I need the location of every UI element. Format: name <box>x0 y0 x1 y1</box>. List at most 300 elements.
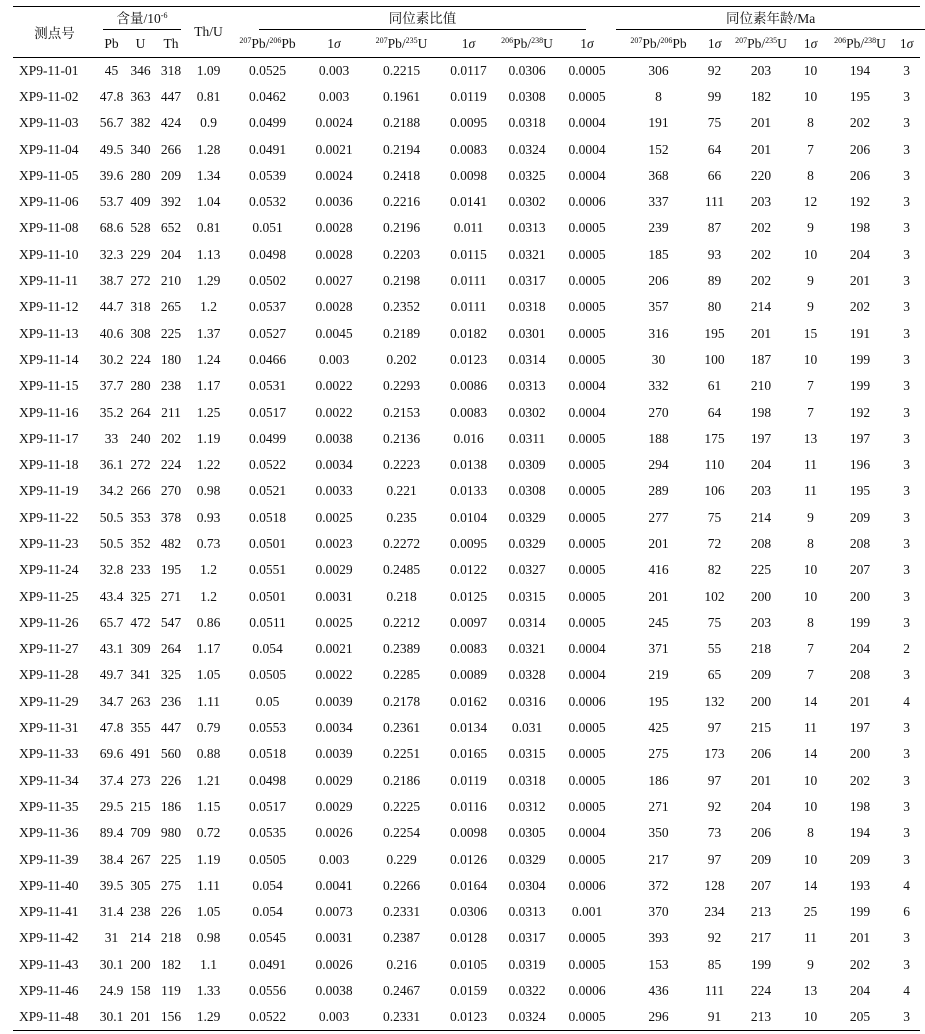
cell-r76: 0.0531 <box>248 378 287 394</box>
cell-r76-sigma: 0.0039 <box>315 746 353 762</box>
cell-r76: 0.05 <box>255 693 280 709</box>
cell-a76: 217 <box>648 851 669 867</box>
cell-r76-sigma: 0.003 <box>318 1009 350 1025</box>
cell-r75-sigma: 0.0097 <box>449 614 488 630</box>
header-pb: Pb <box>104 35 119 51</box>
cell-r76: 0.0491 <box>248 141 287 157</box>
cell-r68-sigma: 0.0005 <box>568 588 606 604</box>
cell-r75: 0.2387 <box>382 930 421 946</box>
header-th-u: Th/U <box>194 24 223 39</box>
cell-spot: XP9-11-43 <box>19 956 79 972</box>
cell-th-u: 1.11 <box>196 693 221 709</box>
cell-pb: 32.8 <box>99 562 124 578</box>
cell-a76-sigma: 195 <box>704 325 725 341</box>
cell-r68: 0.0321 <box>508 641 546 657</box>
cell-a76: 153 <box>648 956 669 972</box>
table-row <box>13 820 920 846</box>
cell-th-u: 1.05 <box>196 904 221 920</box>
cell-a76-sigma: 64 <box>707 141 722 157</box>
header-age-label: 同位素年龄/Ma <box>616 7 925 30</box>
cell-th: 226 <box>160 772 182 788</box>
cell-r68: 0.0327 <box>508 562 546 578</box>
cell-r75-sigma: 0.0095 <box>449 535 488 551</box>
table-row <box>13 478 920 504</box>
cell-r75: 0.2293 <box>382 378 421 394</box>
cell-th-u: 0.73 <box>196 535 221 551</box>
cell-a68: 204 <box>849 246 871 262</box>
cell-r68-sigma: 0.0005 <box>568 535 606 551</box>
cell-a75-sigma: 10 <box>803 562 818 578</box>
cell-a75-sigma: 8 <box>807 167 814 183</box>
cell-th: 265 <box>160 299 182 315</box>
cell-r68: 0.0313 <box>508 904 546 920</box>
cell-r68: 0.0312 <box>508 798 546 814</box>
cell-r75: 0.218 <box>386 588 417 604</box>
cell-r75-sigma: 0.0125 <box>449 588 488 604</box>
cell-r68-sigma: 0.0004 <box>568 115 606 131</box>
cell-th: 186 <box>160 798 182 814</box>
cell-r68-sigma: 0.001 <box>571 904 603 920</box>
cell-u: 309 <box>130 641 151 657</box>
cell-r68-sigma: 0.0006 <box>568 693 606 709</box>
cell-th-u: 1.04 <box>196 194 221 210</box>
cell-th-u: 0.98 <box>196 930 221 946</box>
cell-spot: XP9-11-25 <box>19 588 79 604</box>
cell-r76-sigma: 0.0045 <box>315 325 353 341</box>
cell-a75-sigma: 10 <box>803 588 818 604</box>
cell-a75: 201 <box>750 772 772 788</box>
cell-u: 709 <box>130 825 151 841</box>
cell-a76-sigma: 66 <box>707 167 722 183</box>
cell-th: 264 <box>160 641 182 657</box>
cell-th-u: 1.25 <box>196 404 221 420</box>
cell-a75-sigma: 9 <box>807 956 814 972</box>
cell-a75-sigma: 10 <box>803 246 818 262</box>
cell-pb: 33 <box>104 430 119 446</box>
cell-a76-sigma: 82 <box>707 562 722 578</box>
cell-a68-sigma: 3 <box>903 141 910 157</box>
cell-r76-sigma: 0.003 <box>318 88 350 104</box>
cell-a68-sigma: 3 <box>903 1009 910 1025</box>
cell-r75-sigma: 0.0116 <box>450 798 487 814</box>
cell-r68: 0.0313 <box>508 378 546 394</box>
cell-a68: 191 <box>849 325 871 341</box>
cell-a68: 200 <box>849 746 871 762</box>
cell-r68: 0.0302 <box>508 404 546 420</box>
cell-a68-sigma: 3 <box>903 772 910 788</box>
cell-pb: 29.5 <box>99 798 124 814</box>
cell-u: 272 <box>130 273 151 289</box>
cell-a76-sigma: 92 <box>707 62 722 78</box>
cell-r75: 0.2251 <box>382 746 421 762</box>
cell-a68: 195 <box>849 88 871 104</box>
cell-a75: 201 <box>750 325 772 341</box>
cell-r68-sigma: 0.0005 <box>568 325 606 341</box>
cell-pb: 50.5 <box>99 535 124 551</box>
cell-a76: 425 <box>648 720 669 736</box>
cell-r75: 0.2418 <box>382 167 421 183</box>
table-row <box>13 610 920 636</box>
cell-spot: XP9-11-19 <box>19 483 79 499</box>
cell-a68: 208 <box>849 667 871 683</box>
cell-r68: 0.0319 <box>508 956 546 972</box>
cell-a75: 197 <box>750 430 772 446</box>
cell-r75-sigma: 0.0128 <box>449 930 488 946</box>
cell-pb: 31 <box>104 930 119 946</box>
cell-r76-sigma: 0.0028 <box>315 246 353 262</box>
cell-r68-sigma: 0.0005 <box>568 351 606 367</box>
cell-a68-sigma: 6 <box>903 904 910 920</box>
cell-pb: 65.7 <box>99 614 124 630</box>
table-row <box>13 794 920 820</box>
cell-r68-sigma: 0.0005 <box>568 457 606 473</box>
cell-th-u: 1.13 <box>196 246 221 262</box>
cell-th: 119 <box>161 983 181 999</box>
cell-r68-sigma: 0.0005 <box>568 720 606 736</box>
cell-r75: 0.2361 <box>382 720 421 736</box>
header-ratio-207-235: $^{207}$Pb/$^{235}$U <box>375 35 428 51</box>
cell-a68: 195 <box>849 483 871 499</box>
cell-r76: 0.0521 <box>248 483 287 499</box>
cell-spot: XP9-11-41 <box>19 904 79 920</box>
header-age-207-206: $^{207}$Pb/$^{206}$Pb <box>630 35 687 51</box>
cell-r76: 0.0511 <box>249 614 286 630</box>
cell-r75: 0.2467 <box>382 983 421 999</box>
cell-r76: 0.0491 <box>248 956 287 972</box>
cell-a75: 203 <box>750 614 772 630</box>
cell-r76: 0.0545 <box>248 930 287 946</box>
cell-th: 156 <box>160 1009 182 1025</box>
cell-th-u: 1.28 <box>196 141 221 157</box>
cell-r68: 0.0308 <box>508 483 546 499</box>
cell-u: 263 <box>130 693 151 709</box>
cell-r76-sigma: 0.0026 <box>315 825 353 841</box>
cell-r75-sigma: 0.0138 <box>449 457 488 473</box>
cell-th: 325 <box>160 667 182 683</box>
cell-u: 346 <box>130 62 151 78</box>
cell-u: 200 <box>130 956 151 972</box>
cell-spot: XP9-11-01 <box>19 62 79 78</box>
cell-pb: 38.7 <box>99 273 124 289</box>
cell-r75: 0.2331 <box>382 904 421 920</box>
cell-a76: 277 <box>648 509 669 525</box>
cell-r68: 0.0324 <box>508 1009 546 1025</box>
table-row <box>13 952 920 978</box>
cell-a76: 332 <box>648 378 669 394</box>
cell-r68-sigma: 0.0004 <box>568 825 606 841</box>
table-row <box>13 110 920 136</box>
cell-r68: 0.0329 <box>508 851 546 867</box>
cell-pb: 24.9 <box>99 983 124 999</box>
cell-r75: 0.2136 <box>382 430 421 446</box>
table-row <box>13 662 920 688</box>
cell-r68: 0.0308 <box>508 88 546 104</box>
cell-r68-sigma: 0.0005 <box>568 62 606 78</box>
cell-r75-sigma: 0.0122 <box>449 562 488 578</box>
cell-r75-sigma: 0.0162 <box>449 693 488 709</box>
cell-u: 273 <box>130 772 151 788</box>
cell-a76: 294 <box>648 457 669 473</box>
cell-r68: 0.0318 <box>508 772 546 788</box>
cell-pb: 37.7 <box>99 378 124 394</box>
table-row <box>13 768 920 794</box>
cell-th: 266 <box>160 141 182 157</box>
table-row <box>13 84 920 110</box>
cell-pb: 39.5 <box>99 877 124 893</box>
table-row <box>13 873 920 899</box>
cell-a75-sigma: 13 <box>803 983 818 999</box>
cell-r76-sigma: 0.003 <box>318 62 350 78</box>
cell-a76-sigma: 173 <box>704 746 725 762</box>
cell-a68-sigma: 3 <box>903 535 910 551</box>
cell-th: 225 <box>160 325 182 341</box>
cell-a75: 213 <box>750 904 772 920</box>
cell-a76: 201 <box>648 588 669 604</box>
cell-a76-sigma: 97 <box>707 720 722 736</box>
cell-a75-sigma: 7 <box>807 404 814 420</box>
header-age-207-206-sigma: 1σ <box>707 35 722 51</box>
cell-a75: 204 <box>750 457 772 473</box>
cell-th: 202 <box>160 430 182 446</box>
cell-a75-sigma: 14 <box>803 693 818 709</box>
cell-r75-sigma: 0.0086 <box>449 378 488 394</box>
cell-a75-sigma: 9 <box>807 220 814 236</box>
cell-pb: 44.7 <box>99 299 124 315</box>
cell-pb: 45 <box>104 62 119 78</box>
cell-r76: 0.0518 <box>248 509 287 525</box>
cell-u: 491 <box>130 746 151 762</box>
cell-u: 472 <box>130 614 151 630</box>
cell-spot: XP9-11-11 <box>19 273 78 289</box>
cell-a75: 215 <box>750 720 772 736</box>
cell-r76-sigma: 0.003 <box>318 851 350 867</box>
cell-r68: 0.0313 <box>508 220 546 236</box>
cell-r68-sigma: 0.0006 <box>568 194 606 210</box>
cell-spot: XP9-11-08 <box>19 220 79 236</box>
cell-r75-sigma: 0.0111 <box>450 299 487 315</box>
table-row <box>13 294 920 320</box>
cell-r75-sigma: 0.0119 <box>450 772 487 788</box>
cell-r76-sigma: 0.0023 <box>315 535 353 551</box>
cell-u: 340 <box>130 141 151 157</box>
cell-a68: 202 <box>849 299 871 315</box>
cell-a76: 185 <box>648 246 669 262</box>
cell-r75-sigma: 0.0104 <box>449 509 488 525</box>
cell-r76-sigma: 0.0025 <box>315 614 353 630</box>
table-row <box>13 320 920 346</box>
cell-spot: XP9-11-15 <box>19 378 79 394</box>
cell-th: 447 <box>160 88 182 104</box>
cell-th-u: 1.19 <box>196 851 221 867</box>
cell-spot: XP9-11-26 <box>19 614 79 630</box>
cell-a68: 198 <box>849 798 871 814</box>
cell-a76: 8 <box>655 88 662 104</box>
cell-spot: XP9-11-48 <box>19 1009 79 1025</box>
header-ratio-group <box>229 7 616 31</box>
cell-spot: XP9-11-03 <box>19 115 79 131</box>
cell-a76: 270 <box>648 404 669 420</box>
cell-a68: 199 <box>849 614 871 630</box>
cell-r68: 0.0318 <box>508 299 546 315</box>
cell-r75: 0.2485 <box>382 562 421 578</box>
cell-a68: 193 <box>849 877 871 893</box>
cell-spot: XP9-11-06 <box>19 194 79 210</box>
cell-pb: 68.6 <box>99 220 124 236</box>
cell-a68: 201 <box>849 693 871 709</box>
cell-a68-sigma: 3 <box>903 667 910 683</box>
cell-a75-sigma: 10 <box>803 88 818 104</box>
cell-r76-sigma: 0.0034 <box>315 720 353 736</box>
cell-r75-sigma: 0.0111 <box>450 273 487 289</box>
cell-th-u: 1.34 <box>196 167 221 183</box>
cell-a76-sigma: 75 <box>707 509 722 525</box>
header-ratio-206-238: $^{206}$Pb/$^{238}$U <box>501 35 553 51</box>
cell-pb: 89.4 <box>99 825 124 841</box>
cell-a68-sigma: 3 <box>903 588 910 604</box>
cell-th: 560 <box>160 746 182 762</box>
header-content-exp: -6 <box>160 11 168 20</box>
cell-u: 382 <box>130 115 151 131</box>
cell-th-u: 1.2 <box>200 562 217 578</box>
cell-r76-sigma: 0.0029 <box>315 772 353 788</box>
cell-r75-sigma: 0.011 <box>453 220 484 236</box>
cell-r68: 0.0317 <box>508 930 546 946</box>
cell-a75: 214 <box>750 509 772 525</box>
table-row <box>13 189 920 215</box>
cell-th-u: 1.09 <box>196 62 221 78</box>
cell-a68-sigma: 3 <box>903 798 910 814</box>
cell-r68-sigma: 0.0005 <box>568 746 606 762</box>
cell-u: 528 <box>130 220 151 236</box>
cell-r76: 0.0556 <box>248 983 287 999</box>
header-age-206-238-sigma: 1σ <box>899 35 914 51</box>
cell-a76-sigma: 100 <box>704 351 725 367</box>
cell-a75: 203 <box>750 62 772 78</box>
cell-r76-sigma: 0.0022 <box>315 404 353 420</box>
cell-u: 229 <box>130 246 151 262</box>
cell-r68: 0.0301 <box>508 325 546 341</box>
cell-r75: 0.2198 <box>382 273 421 289</box>
cell-a68: 202 <box>849 772 871 788</box>
cell-r75: 0.2186 <box>382 772 421 788</box>
cell-r68-sigma: 0.0005 <box>568 220 606 236</box>
cell-spot: XP9-11-34 <box>19 772 79 788</box>
cell-u: 264 <box>130 404 151 420</box>
table-row <box>13 426 920 452</box>
table-row <box>13 715 920 741</box>
cell-r75: 0.2178 <box>382 693 421 709</box>
table-row <box>13 636 920 662</box>
cell-th-u: 1.21 <box>196 772 221 788</box>
cell-th: 424 <box>160 115 182 131</box>
cell-a76-sigma: 89 <box>707 273 722 289</box>
cell-spot: XP9-11-12 <box>19 299 79 315</box>
cell-a75-sigma: 9 <box>807 299 814 315</box>
cell-r68: 0.0317 <box>508 273 546 289</box>
cell-r68-sigma: 0.0005 <box>568 930 606 946</box>
cell-a76-sigma: 102 <box>704 588 725 604</box>
cell-a68-sigma: 3 <box>903 509 910 525</box>
header-row-1 <box>13 7 920 31</box>
header-u: U <box>135 35 146 51</box>
cell-a68: 201 <box>849 930 871 946</box>
cell-r75-sigma: 0.016 <box>453 430 484 446</box>
cell-a76-sigma: 92 <box>707 798 722 814</box>
cell-r75: 0.2215 <box>382 62 421 78</box>
cell-r76: 0.0498 <box>248 246 287 262</box>
cell-th: 271 <box>160 588 182 604</box>
cell-a75-sigma: 8 <box>807 115 814 131</box>
table-row <box>13 347 920 373</box>
cell-pb: 38.4 <box>99 851 124 867</box>
cell-spot: XP9-11-46 <box>19 983 79 999</box>
cell-a76: 416 <box>648 562 669 578</box>
cell-a75: 198 <box>750 404 772 420</box>
cell-r75-sigma: 0.0115 <box>450 246 487 262</box>
cell-a75: 182 <box>750 88 772 104</box>
cell-a75: 206 <box>750 825 772 841</box>
table-row <box>13 399 920 425</box>
cell-a75: 209 <box>750 667 772 683</box>
cell-r76: 0.051 <box>252 220 283 236</box>
zircon-data-table <box>13 6 920 1031</box>
cell-a75-sigma: 15 <box>803 325 818 341</box>
cell-a76-sigma: 175 <box>704 430 725 446</box>
cell-a75-sigma: 25 <box>803 904 818 920</box>
cell-th: 980 <box>160 825 182 841</box>
cell-a68-sigma: 3 <box>903 246 910 262</box>
cell-r76-sigma: 0.0024 <box>315 167 353 183</box>
cell-a76-sigma: 111 <box>704 194 725 210</box>
cell-r76-sigma: 0.0028 <box>315 299 353 315</box>
cell-a68: 199 <box>849 351 871 367</box>
cell-r68-sigma: 0.0005 <box>568 851 606 867</box>
cell-pb: 56.7 <box>99 115 124 131</box>
cell-spot: XP9-11-04 <box>19 141 79 157</box>
cell-a75: 225 <box>750 562 772 578</box>
cell-u: 272 <box>130 457 151 473</box>
cell-a68-sigma: 3 <box>903 930 910 946</box>
cell-th-u: 1.19 <box>196 430 221 446</box>
cell-a68: 207 <box>849 562 871 578</box>
cell-a68-sigma: 3 <box>903 483 910 499</box>
cell-a75: 220 <box>750 167 772 183</box>
cell-r68-sigma: 0.0004 <box>568 141 606 157</box>
header-age-207-235-sigma: 1σ <box>803 35 818 51</box>
cell-a76-sigma: 73 <box>707 825 722 841</box>
cell-a68: 208 <box>849 535 871 551</box>
table-row <box>13 531 920 557</box>
cell-r75: 0.2272 <box>382 535 421 551</box>
cell-a76-sigma: 234 <box>704 904 725 920</box>
cell-r76: 0.0517 <box>248 404 287 420</box>
table-row <box>13 583 920 609</box>
cell-u: 280 <box>130 378 151 394</box>
cell-spot: XP9-11-42 <box>19 930 79 946</box>
cell-r76-sigma: 0.0022 <box>315 378 353 394</box>
cell-spot: XP9-11-31 <box>19 720 79 736</box>
cell-r68: 0.0324 <box>508 141 546 157</box>
cell-a75: 217 <box>750 930 772 946</box>
cell-a68-sigma: 3 <box>903 720 910 736</box>
cell-th-u: 0.98 <box>196 483 221 499</box>
cell-a75: 224 <box>750 983 772 999</box>
cell-r76: 0.0518 <box>248 746 287 762</box>
cell-a75-sigma: 11 <box>804 457 818 473</box>
cell-spot: XP9-11-23 <box>19 535 79 551</box>
cell-a76-sigma: 75 <box>707 115 722 131</box>
cell-a68-sigma: 3 <box>903 404 910 420</box>
